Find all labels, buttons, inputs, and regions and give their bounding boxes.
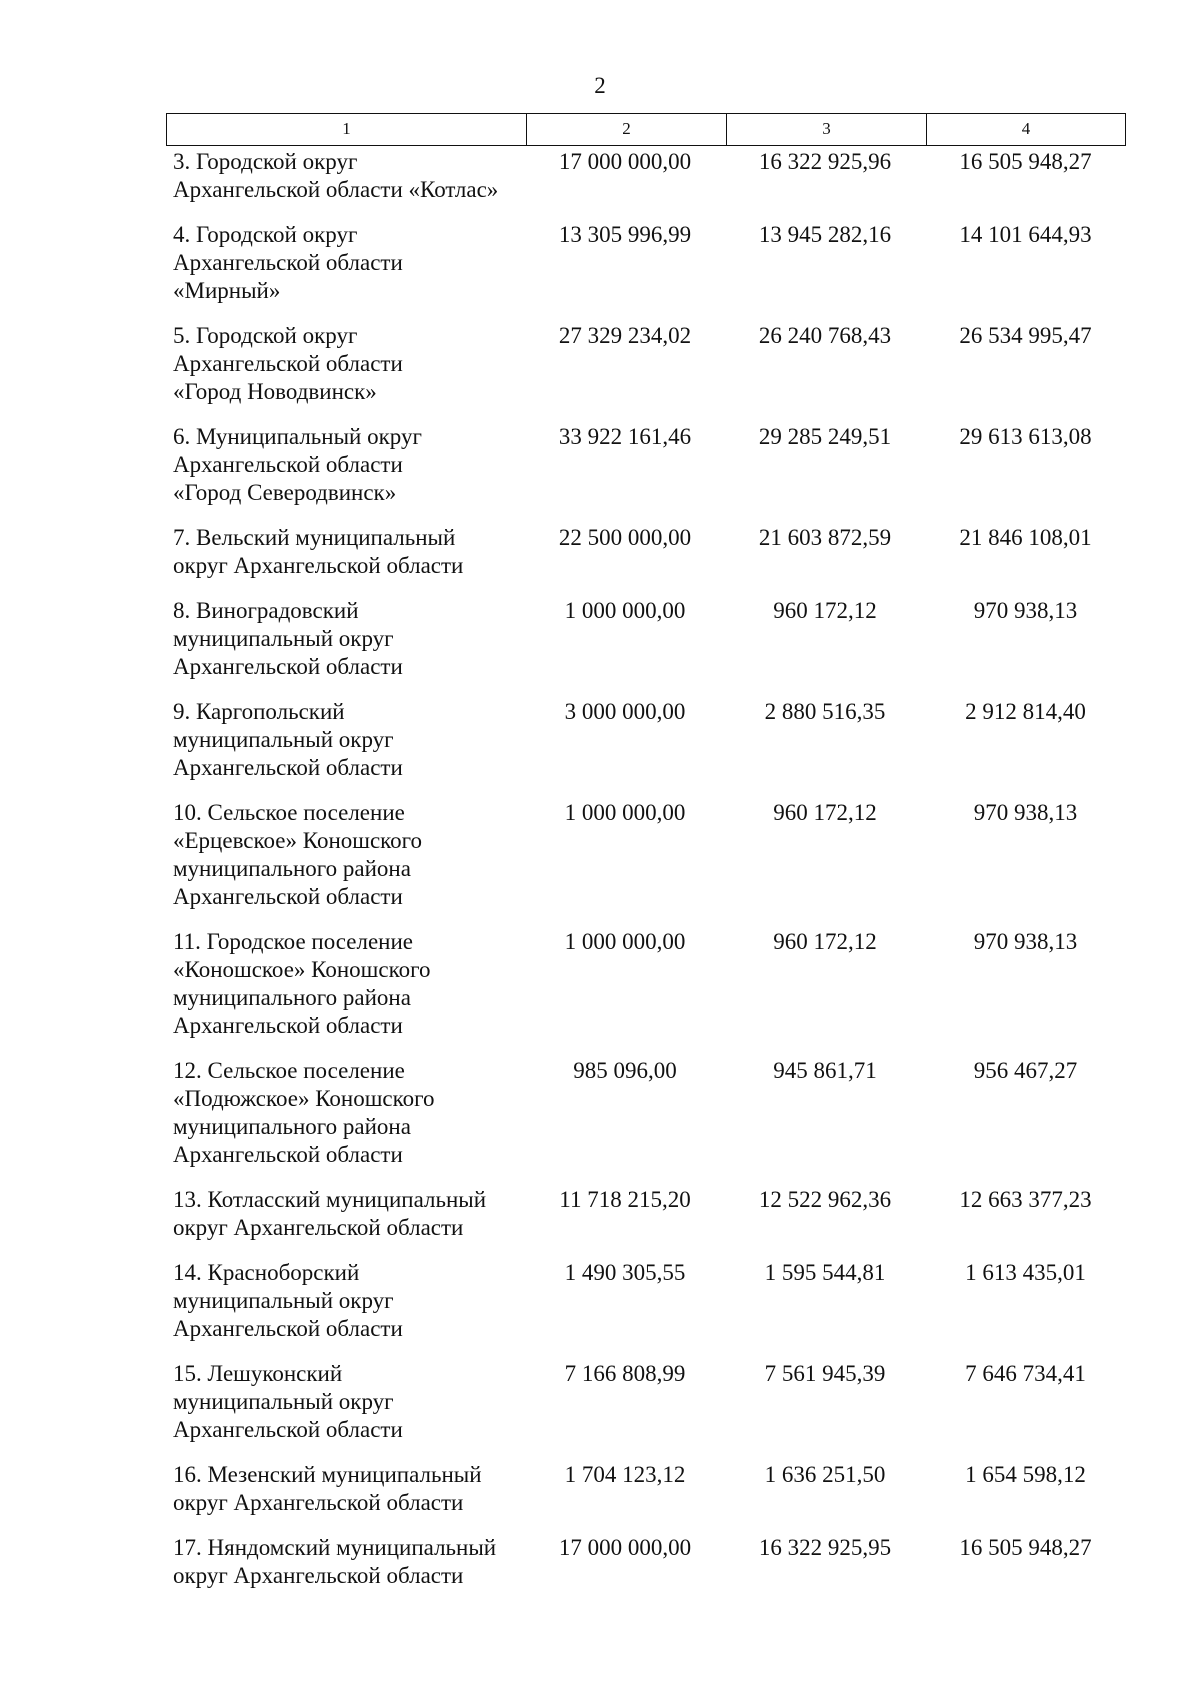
amount-c3: 26 240 768,43 <box>758 323 892 348</box>
municipality-name <box>166 1257 525 1343</box>
amount-c4: 29 613 613,08 <box>959 424 1092 449</box>
amount-c4: 12 663 377,23 <box>959 1187 1092 1212</box>
table-row <box>166 696 1126 797</box>
municipality-name-line: Архангельской области «Котлас» <box>173 177 499 202</box>
municipality-name-line: округ Архангельской области <box>173 553 464 578</box>
municipality-name-line: муниципальный округ <box>173 626 394 651</box>
amount-c4: 26 534 995,47 <box>959 323 1092 348</box>
municipality-name <box>166 146 525 204</box>
municipality-name <box>166 1184 525 1242</box>
municipality-name <box>166 320 525 406</box>
municipality-name-line: «Мирный» <box>173 278 281 303</box>
municipality-name-line: 7. Вельский муниципальный <box>173 525 456 550</box>
municipality-name-line: Архангельской области <box>173 1013 403 1038</box>
municipality-name-line: Архангельской области <box>173 1316 403 1341</box>
table-row <box>166 926 1126 1055</box>
table-row <box>166 1459 1126 1532</box>
table-row <box>166 219 1126 320</box>
amount-c3: 21 603 872,59 <box>758 525 892 550</box>
municipality-name-line: округ Архангельской области <box>173 1215 464 1240</box>
municipality-name-line: муниципальный округ <box>173 1389 394 1414</box>
municipality-name-line: 11. Городское поселение <box>173 929 414 954</box>
municipality-name <box>166 1459 525 1517</box>
municipality-name-line: «Город Северодвинск» <box>173 480 397 505</box>
amount-c3: 1 595 544,81 <box>764 1260 886 1285</box>
table-row <box>166 1358 1126 1459</box>
table-header <box>166 113 1126 146</box>
amount-c2: 1 704 123,12 <box>564 1462 686 1487</box>
amount-c3: 2 880 516,35 <box>764 699 886 724</box>
amount-c4: 956 467,27 <box>973 1058 1078 1083</box>
municipality-name <box>166 1055 525 1169</box>
municipality-name <box>166 1358 525 1444</box>
amount-c4: 970 938,13 <box>973 929 1078 954</box>
municipality-name-line: округ Архангельской области <box>173 1490 464 1515</box>
municipality-name-line: Архангельской области <box>173 250 403 275</box>
table-row <box>166 1257 1126 1358</box>
municipality-name-line: 10. Сельское поселение <box>173 800 405 825</box>
amount-c3: 12 522 962,36 <box>758 1187 892 1212</box>
amount-c4: 970 938,13 <box>973 800 1078 825</box>
amount-c3: 960 172,12 <box>773 800 877 825</box>
municipality-name-line: 14. Красноборский <box>173 1260 360 1285</box>
header-col-4: 4 <box>926 114 1125 145</box>
amount-c4: 14 101 644,93 <box>959 222 1092 247</box>
municipality-name-line: 16. Мезенский муниципальный <box>173 1462 482 1487</box>
municipality-name-line: 17. Няндомский муниципальный <box>173 1535 497 1560</box>
municipality-name-line: муниципального района <box>173 985 411 1010</box>
municipality-name <box>166 1532 525 1590</box>
table-body <box>166 146 1126 1605</box>
amount-c3: 7 561 945,39 <box>764 1361 886 1386</box>
amount-c3: 945 861,71 <box>773 1058 877 1083</box>
amount-c4: 7 646 734,41 <box>965 1361 1086 1386</box>
amount-c4: 21 846 108,01 <box>959 525 1092 550</box>
header-col-1: 1 <box>342 119 351 138</box>
municipality-name-line: Архангельской области <box>173 654 403 679</box>
amount-c2: 17 000 000,00 <box>558 149 692 174</box>
amount-c2: 11 718 215,20 <box>559 1187 691 1212</box>
municipality-name <box>166 219 525 305</box>
amount-c4: 1 613 435,01 <box>965 1260 1086 1285</box>
municipality-name-line: Архангельской области <box>173 755 403 780</box>
table-row <box>166 421 1126 522</box>
amount-c2: 1 000 000,00 <box>564 929 686 954</box>
amount-c3: 29 285 249,51 <box>758 424 892 449</box>
municipality-name-line: муниципального района <box>173 1114 411 1139</box>
amount-c3: 960 172,12 <box>773 929 877 954</box>
table-row <box>166 146 1126 219</box>
amount-c2: 3 000 000,00 <box>564 699 686 724</box>
table-row <box>166 522 1126 595</box>
amount-c3: 960 172,12 <box>773 598 877 623</box>
municipality-name-line: 9. Каргопольский <box>173 699 345 724</box>
municipality-name-line: «Коношское» Коношского <box>173 957 431 982</box>
municipality-name <box>166 696 525 782</box>
municipality-name-line: 6. Муниципальный округ <box>173 424 422 449</box>
amount-c2: 17 000 000,00 <box>558 1535 692 1560</box>
municipality-name-line: Архангельской области <box>173 1417 403 1442</box>
municipality-name-line: муниципальный округ <box>173 727 394 752</box>
amount-c2: 1 000 000,00 <box>564 800 686 825</box>
municipality-name <box>166 926 525 1040</box>
amount-c4: 1 654 598,12 <box>965 1462 1086 1487</box>
municipality-name-line: 13. Котласский муниципальный <box>173 1187 487 1212</box>
amount-c2: 22 500 000,00 <box>558 525 692 550</box>
table-row <box>166 1184 1126 1257</box>
amount-c3: 13 945 282,16 <box>758 222 892 247</box>
table-row <box>166 797 1126 926</box>
municipality-name-line: 5. Городской округ <box>173 323 358 348</box>
municipality-name <box>166 595 525 681</box>
municipality-name-line: «Подюжское» Коношского <box>173 1086 435 1111</box>
header-col-3: 3 <box>726 114 926 145</box>
table-row <box>166 595 1126 696</box>
municipality-name-line: округ Архангельской области <box>173 1563 464 1588</box>
amount-c3: 16 322 925,95 <box>758 1535 892 1560</box>
amount-c2: 33 922 161,46 <box>558 424 692 449</box>
table-row <box>166 320 1126 421</box>
municipality-name-line: Архангельской области <box>173 452 403 477</box>
municipality-name-line: 4. Городской округ <box>173 222 358 247</box>
municipality-name <box>166 522 525 580</box>
table-row <box>166 1532 1126 1605</box>
municipality-name-line: Архангельской области <box>173 1142 403 1167</box>
municipality-name <box>166 797 525 911</box>
municipality-name-line: Архангельской области <box>173 351 403 376</box>
amount-c4: 2 912 814,40 <box>965 699 1086 724</box>
amount-c2: 27 329 234,02 <box>558 323 692 348</box>
amount-c4: 16 505 948,27 <box>959 149 1092 174</box>
amount-c4: 16 505 948,27 <box>959 1535 1092 1560</box>
amount-c3: 1 636 251,50 <box>764 1462 886 1487</box>
amount-c2: 7 166 808,99 <box>564 1361 686 1386</box>
amount-c2: 1 000 000,00 <box>564 598 686 623</box>
municipality-name-line: муниципального района <box>173 856 411 881</box>
municipality-name <box>166 421 525 507</box>
municipality-name-line: 3. Городской округ <box>173 149 358 174</box>
municipality-name-line: «Ерцевское» Коношского <box>173 828 423 853</box>
municipality-name-line: «Город Новодвинск» <box>173 379 377 404</box>
amount-c2: 13 305 996,99 <box>558 222 692 247</box>
municipality-name-line: муниципальный округ <box>173 1288 394 1313</box>
amount-c2: 1 490 305,55 <box>564 1260 686 1285</box>
municipality-name-line: Архангельской области <box>173 884 403 909</box>
municipality-name-line: 12. Сельское поселение <box>173 1058 405 1083</box>
amount-c2: 985 096,00 <box>573 1058 677 1083</box>
table-row <box>166 1055 1126 1184</box>
municipality-name-line: 8. Виноградовский <box>173 598 359 623</box>
amount-c3: 16 322 925,96 <box>758 149 892 174</box>
municipality-name-line: 15. Лешуконский <box>173 1361 343 1386</box>
page-number: 2 <box>594 73 606 98</box>
amount-c4: 970 938,13 <box>973 598 1078 623</box>
header-col-2: 2 <box>526 114 726 145</box>
